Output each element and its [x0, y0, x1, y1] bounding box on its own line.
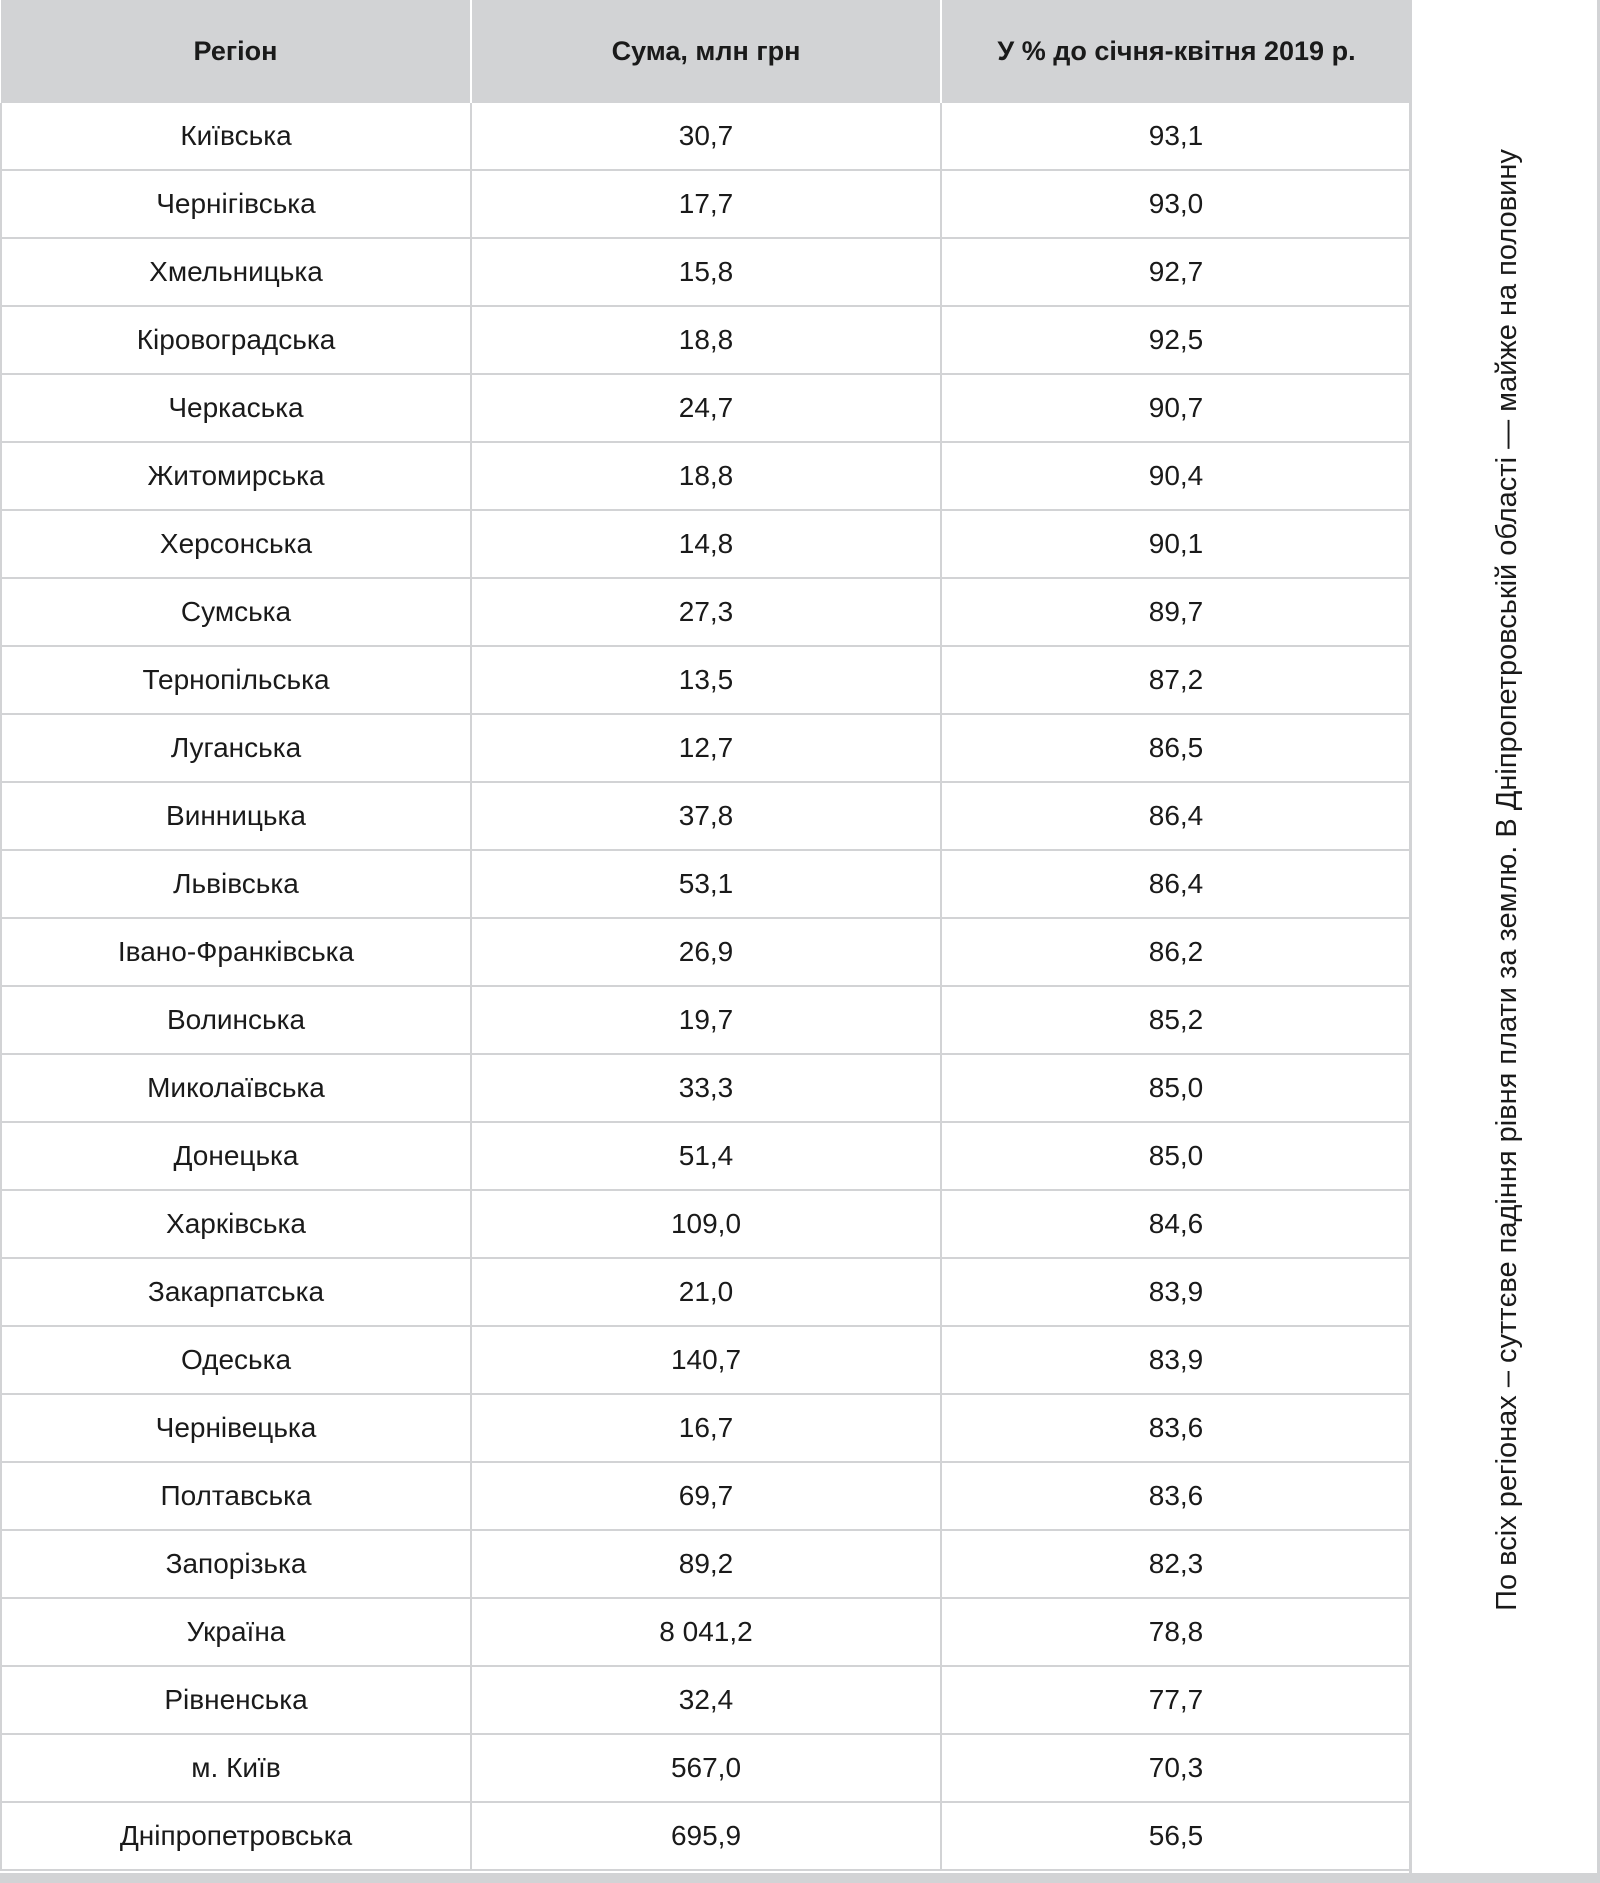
cell-percent: 86,2: [941, 918, 1411, 986]
cell-percent: 82,3: [941, 1530, 1411, 1598]
cell-percent: 56,5: [941, 1802, 1411, 1870]
cell-percent: 89,7: [941, 578, 1411, 646]
cell-amount: 37,8: [471, 782, 941, 850]
cell-amount: 18,8: [471, 442, 941, 510]
table-row: [1, 1054, 1411, 1122]
cell-amount: 13,5: [471, 646, 941, 714]
cell-amount: 567,0: [471, 1734, 941, 1802]
cell-percent: 86,4: [941, 782, 1411, 850]
side-note: По всіх регіонах – суттєве падіння рівня плати за землю. В Дніпропетровській області — майже на половину: [1491, 149, 1523, 1611]
cell-amount: 26,9: [471, 918, 941, 986]
cell-region: Винницька: [1, 782, 471, 850]
cell-region: Полтавська: [1, 1462, 471, 1530]
cell-region: Миколаївська: [1, 1054, 471, 1122]
cell-percent: 70,3: [941, 1734, 1411, 1802]
cell-percent: 83,9: [941, 1258, 1411, 1326]
cell-amount: 33,3: [471, 1054, 941, 1122]
cell-region: Закарпатська: [1, 1258, 471, 1326]
table-row: [1, 782, 1411, 850]
cell-amount: 24,7: [471, 374, 941, 442]
cell-amount: 8 041,2: [471, 1598, 941, 1666]
table-right-border: [1409, 0, 1412, 1873]
table-body: [1, 103, 1411, 1870]
table-row: [1, 510, 1411, 578]
bottom-bar: [0, 1873, 1600, 1883]
cell-region: Кіровоградська: [1, 306, 471, 374]
cell-region: м. Київ: [1, 1734, 471, 1802]
cell-region: Україна: [1, 1598, 471, 1666]
cell-amount: 19,7: [471, 986, 941, 1054]
cell-amount: 27,3: [471, 578, 941, 646]
table-row: [1, 238, 1411, 306]
cell-region: Київська: [1, 103, 471, 170]
table-row: [1, 1598, 1411, 1666]
cell-region: Одеська: [1, 1326, 471, 1394]
cell-percent: 90,4: [941, 442, 1411, 510]
cell-region: Запорізька: [1, 1530, 471, 1598]
cell-region: Чернігівська: [1, 170, 471, 238]
cell-percent: 90,1: [941, 510, 1411, 578]
cell-amount: 51,4: [471, 1122, 941, 1190]
cell-percent: 86,4: [941, 850, 1411, 918]
cell-region: Херсонська: [1, 510, 471, 578]
cell-region: Черкаська: [1, 374, 471, 442]
table-row: [1, 578, 1411, 646]
cell-percent: 83,9: [941, 1326, 1411, 1394]
cell-amount: 32,4: [471, 1666, 941, 1734]
cell-percent: 77,7: [941, 1666, 1411, 1734]
table-row: [1, 850, 1411, 918]
cell-amount: 30,7: [471, 103, 941, 170]
table-row: [1, 714, 1411, 782]
header-percent: У % до січня-квітня 2019 р.: [941, 0, 1411, 103]
table-row: [1, 442, 1411, 510]
table-row: [1, 1326, 1411, 1394]
cell-percent: 92,5: [941, 306, 1411, 374]
table-row: [1, 1122, 1411, 1190]
table-row: [1, 1530, 1411, 1598]
cell-percent: 83,6: [941, 1462, 1411, 1530]
cell-region: Житомирська: [1, 442, 471, 510]
table-row: [1, 986, 1411, 1054]
cell-region: Дніпропетровська: [1, 1802, 471, 1870]
cell-percent: 85,2: [941, 986, 1411, 1054]
table-row: [1, 1802, 1411, 1870]
cell-percent: 93,1: [941, 103, 1411, 170]
cell-percent: 90,7: [941, 374, 1411, 442]
cell-region: Волинська: [1, 986, 471, 1054]
cell-region: Сумська: [1, 578, 471, 646]
cell-amount: 16,7: [471, 1394, 941, 1462]
cell-region: Луганська: [1, 714, 471, 782]
cell-amount: 15,8: [471, 238, 941, 306]
cell-percent: 78,8: [941, 1598, 1411, 1666]
cell-percent: 85,0: [941, 1122, 1411, 1190]
table-row: [1, 1394, 1411, 1462]
cell-region: Чернівецька: [1, 1394, 471, 1462]
table-row: [1, 918, 1411, 986]
cell-region: Харківська: [1, 1190, 471, 1258]
cell-region: Донецька: [1, 1122, 471, 1190]
header-row: [1, 0, 1411, 103]
cell-amount: 18,8: [471, 306, 941, 374]
cell-percent: 92,7: [941, 238, 1411, 306]
table-row: [1, 1258, 1411, 1326]
header-region: Регіон: [1, 0, 471, 103]
cell-region: Хмельницька: [1, 238, 471, 306]
cell-amount: 89,2: [471, 1530, 941, 1598]
table-row: [1, 1462, 1411, 1530]
cell-region: Тернопільська: [1, 646, 471, 714]
cell-percent: 85,0: [941, 1054, 1411, 1122]
table-row: [1, 1666, 1411, 1734]
cell-amount: 109,0: [471, 1190, 941, 1258]
table-row: [1, 170, 1411, 238]
header-amount: Сума, млн грн: [471, 0, 941, 103]
cell-amount: 14,8: [471, 510, 941, 578]
table-row: [1, 1190, 1411, 1258]
cell-percent: 86,5: [941, 714, 1411, 782]
table-row: [1, 374, 1411, 442]
cell-region: Львівська: [1, 850, 471, 918]
cell-amount: 12,7: [471, 714, 941, 782]
cell-percent: 84,6: [941, 1190, 1411, 1258]
table-row: [1, 306, 1411, 374]
cell-amount: 53,1: [471, 850, 941, 918]
table-row: [1, 1734, 1411, 1802]
cell-region: Рівненська: [1, 1666, 471, 1734]
cell-amount: 17,7: [471, 170, 941, 238]
cell-amount: 21,0: [471, 1258, 941, 1326]
cell-amount: 69,7: [471, 1462, 941, 1530]
cell-percent: 93,0: [941, 170, 1411, 238]
cell-amount: 140,7: [471, 1326, 941, 1394]
cell-percent: 87,2: [941, 646, 1411, 714]
cell-amount: 695,9: [471, 1802, 941, 1870]
cell-region: Івано-Франківська: [1, 918, 471, 986]
table-header: [1, 0, 1411, 103]
table-row: [1, 103, 1411, 170]
table-row: [1, 646, 1411, 714]
cell-percent: 83,6: [941, 1394, 1411, 1462]
